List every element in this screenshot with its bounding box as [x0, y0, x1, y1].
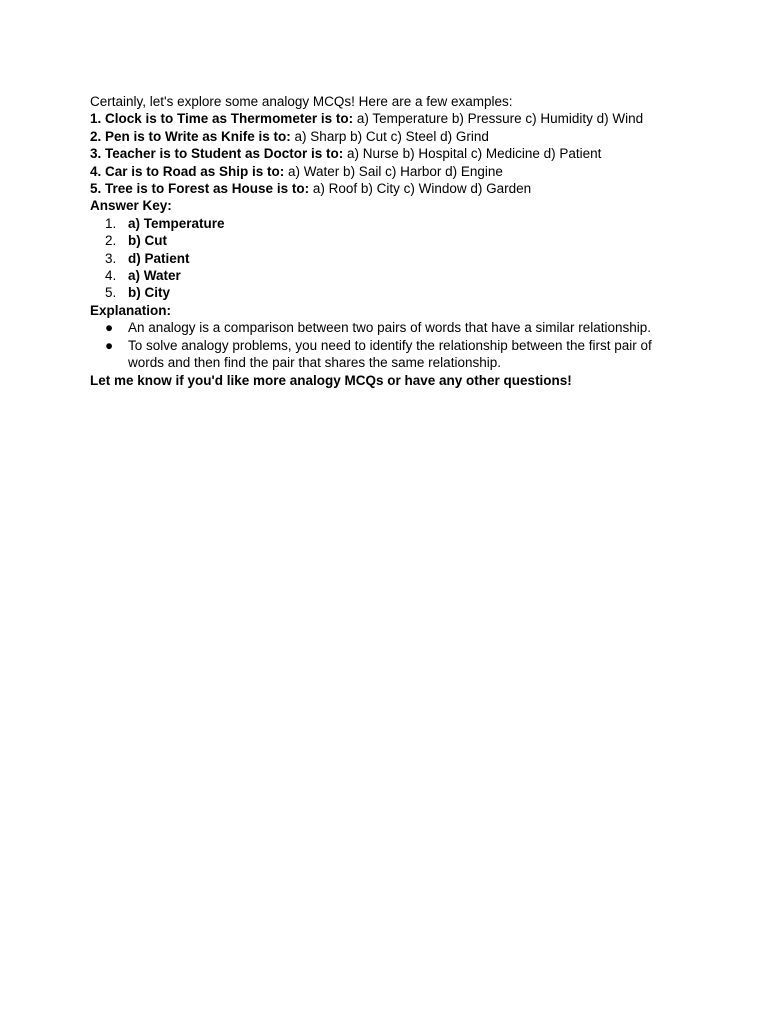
bullet-icon: ●: [105, 320, 114, 336]
answer-key-heading: Answer Key:: [90, 198, 172, 214]
closing-text: Let me know if you'd like more analogy MCQs or have any other questions!: [90, 372, 572, 388]
question-1: [90, 110, 680, 127]
bullet-icon: ●: [105, 337, 114, 353]
question-5-options: a) Roof b) City c) Window d) Garden: [309, 181, 532, 197]
answer-item-3: [90, 250, 680, 267]
answer-item-4: [90, 267, 680, 284]
answer-text: a) Temperature: [128, 215, 225, 231]
question-4: [90, 163, 680, 180]
answer-text: d) Patient: [128, 250, 190, 266]
answer-item-1: [90, 215, 680, 232]
question-5-prompt: 5. Tree is to Forest as House is to:: [90, 181, 310, 197]
answer-text: a) Water: [128, 268, 181, 284]
question-2-prompt: 2. Pen is to Write as Knife is to:: [90, 128, 291, 144]
question-3-options: a) Nurse b) Hospital c) Medicine d) Patient: [343, 146, 602, 162]
answer-item-5: [90, 284, 680, 301]
explanation-item-2: [90, 337, 680, 372]
document-page: [90, 93, 680, 389]
explanation-text: To solve analogy problems, you need to identify the relationship between the first pair of words and then find the pair that shares the same relationship.: [128, 337, 652, 371]
question-1-prompt: 1. Clock is to Time as Thermometer is to:: [90, 111, 354, 127]
question-4-prompt: 4. Car is to Road as Ship is to:: [90, 163, 285, 179]
question-4-options: a) Water b) Sail c) Harbor d) Engine: [284, 163, 503, 179]
answer-number: 1.: [105, 215, 117, 231]
answer-item-2: [90, 232, 680, 249]
explanation-item-1: [90, 319, 680, 336]
explanation-text: An analogy is a comparison between two pairs of words that have a similar relationship.: [128, 320, 652, 336]
question-3: [90, 145, 680, 162]
question-5: [90, 180, 680, 197]
question-3-prompt: 3. Teacher is to Student as Doctor is to:: [90, 146, 344, 162]
intro-text: Certainly, let's explore some analogy MCQs! Here are a few examples:: [90, 94, 513, 109]
answer-number: 4.: [105, 268, 117, 284]
answer-number: 3.: [105, 250, 117, 266]
answer-number: 2.: [105, 233, 117, 249]
question-2-options: a) Sharp b) Cut c) Steel d) Grind: [290, 128, 489, 144]
question-1-options: a) Temperature b) Pressure c) Humidity d) Wind: [353, 111, 644, 127]
question-2: [90, 128, 680, 145]
explanation-heading: Explanation:: [90, 302, 172, 318]
answer-text: b) City: [128, 285, 170, 301]
answer-number: 5.: [105, 285, 117, 301]
answer-text: b) Cut: [128, 233, 167, 249]
